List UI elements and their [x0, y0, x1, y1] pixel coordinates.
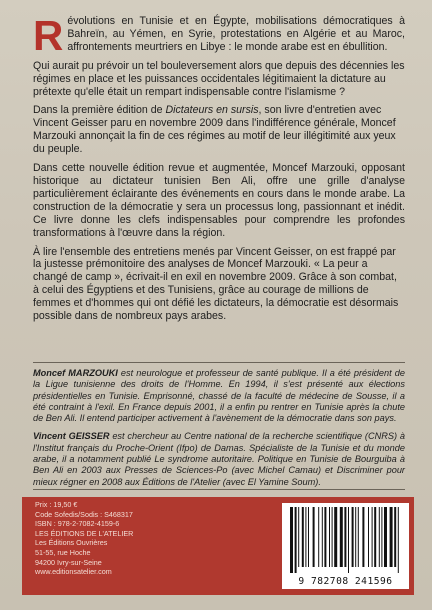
barcode-bar — [340, 507, 343, 567]
barcode-bar — [324, 507, 326, 567]
barcode-bar — [372, 507, 373, 567]
blurb-paragraph-4: Dans cette nouvelle édition revue et augmentée, Moncef Marzouki, opposant historique au dictateur tunisien Ben Ali, offre une grille d'analyse particulièrement éclairante des événements en cours dans le monde arabe. La construction de la démocratie y sera un processus long, passionnant et inédit. Ce livre donne les clefs indispensables pour comprendre les profondes transformations à l'œuvre dans la région. — [33, 162, 405, 239]
publisher-website: www.editionsatelier.com — [35, 567, 112, 577]
bio-marzouki: Moncef MARZOUKI est neurologue et professeur de santé publique. Il a été président de la Ligue tunisienne des droits de l'Homme. En 1994, il s'est présenté aux élections présidentielles en Tunisie. Emprisonné, chassé de la faculté de médecine de Sousse, il a été contraint à l'exil. En France depuis 2001, il a enfin pu rentrer en Tunisie après la chute de Ben Ali. Il entend participer activement à l'avènement de la démocratie dans son pays. — [33, 368, 405, 424]
barcode-bar — [332, 507, 333, 567]
barcode-bar — [298, 507, 299, 567]
blurb-paragraph-5: À lire l'ensemble des entretiens menés par Vincent Geisser, on est frappé par la justesse prémonitoire des analyses de Moncef Marzouki. « La peur a changé de camp », écrivait-il en exil en novembre 2009. Grâce à son combat, à celui des Égyptiens et des Tunisiens, grâce au courage de millions de femmes et d'hommes qui ont défié les dictateurs, la démocratie est désormais possible dans de nombreux pays arabes. — [33, 245, 399, 323]
barcode-bar — [334, 507, 337, 567]
barcode-bar — [348, 507, 349, 573]
barcode-bar — [362, 507, 364, 567]
barcode-bar — [344, 507, 346, 567]
blurb-paragraph-1: Révolutions en Tunisie et en Égypte, mobilisations démocratiques à Bahreïn, au Yémen, en Syrie, protestations en Algérie et au Maroc, affrontements meurtriers en Libye : le monde arabe est en ébullition. — [33, 12, 405, 59]
publisher-street: 51-55, rue Hoche — [35, 547, 91, 557]
barcode-bar — [374, 507, 376, 567]
barcode-bar — [398, 507, 399, 573]
barcode-digits: 9 782708 241596 — [298, 576, 393, 587]
barcode-bar — [352, 507, 354, 567]
barcode-bar — [322, 507, 323, 567]
blurb-paragraph-3: Dans la première édition de Dictateurs en sursis, son livre d'entretien avec Vincent Geisser paru en novembre 2009 dans l'indifférence générale, Moncef Marzouki annonçait la fin de ces régimes au motif de leur illégitimité aux yeux du peuple. — [33, 104, 396, 156]
author-bios — [33, 368, 405, 495]
bio-geisser: Vincent GEISSER est chercheur au Centre national de la recherche scientifique (CNRS) à l'Institut français du Proche-Orient (Ifpo) de Damas. Spécialiste de la Tunisie et du monde arabe, il a notamment publié Le syndrome autoritaire. Politique en Tunisie de Bourguiba à Ben Ali en 2003 aux Presses de Sciences-Po (avec Michel Camau) et Discriminer pour mieux régner en 2008 aux Éditions de l'Atelier (avec El Yamine Soum). — [33, 431, 405, 487]
blurb-text — [33, 12, 405, 329]
barcode-bar — [394, 507, 396, 567]
barcode-bar — [379, 507, 380, 567]
barcode-bar — [381, 507, 382, 567]
barcode-bar — [290, 507, 293, 573]
publisher-imprint: Les Éditions Ouvrières — [35, 538, 108, 548]
barcode-bar — [318, 507, 319, 567]
barcode-bar — [358, 507, 359, 567]
barcode-bar — [313, 507, 315, 567]
publisher-city: 94200 Ivry-sur-Seine — [35, 557, 102, 567]
divider-top — [33, 362, 405, 363]
publisher-name: LES ÉDITIONS DE L'ATELIER — [35, 528, 134, 538]
barcode-bar — [295, 507, 297, 573]
isbn: ISBN : 978-2-7082-4159-6 — [35, 519, 120, 529]
barcode-bar — [355, 507, 356, 567]
barcode-bar — [368, 507, 369, 567]
divider-bottom — [33, 489, 405, 490]
blurb-paragraph-2: Qui aurait pu prévoir un tel bouleversement alors que depuis des décennies les régimes en place et les puissances occidentales légitimaient la dictature au prétexte qu'elle était un rempart indispensable contre l'islamisme ? — [33, 59, 405, 98]
barcode-bar — [329, 507, 330, 567]
book-title: Dictateurs en sursis — [165, 104, 259, 117]
distributor-code: Code Sofedis/Sodis : S468317 — [35, 509, 133, 519]
drop-cap: R — [33, 12, 64, 59]
barcode-bar — [390, 507, 393, 567]
barcode-bar — [302, 507, 304, 567]
barcode — [282, 503, 409, 589]
barcode-bar — [308, 507, 309, 567]
barcode-bars — [282, 503, 409, 577]
barcode-bar — [384, 507, 387, 567]
barcode-bar — [305, 507, 306, 567]
price: Prix : 19,50 € — [35, 500, 78, 509]
publisher-info — [35, 500, 175, 577]
